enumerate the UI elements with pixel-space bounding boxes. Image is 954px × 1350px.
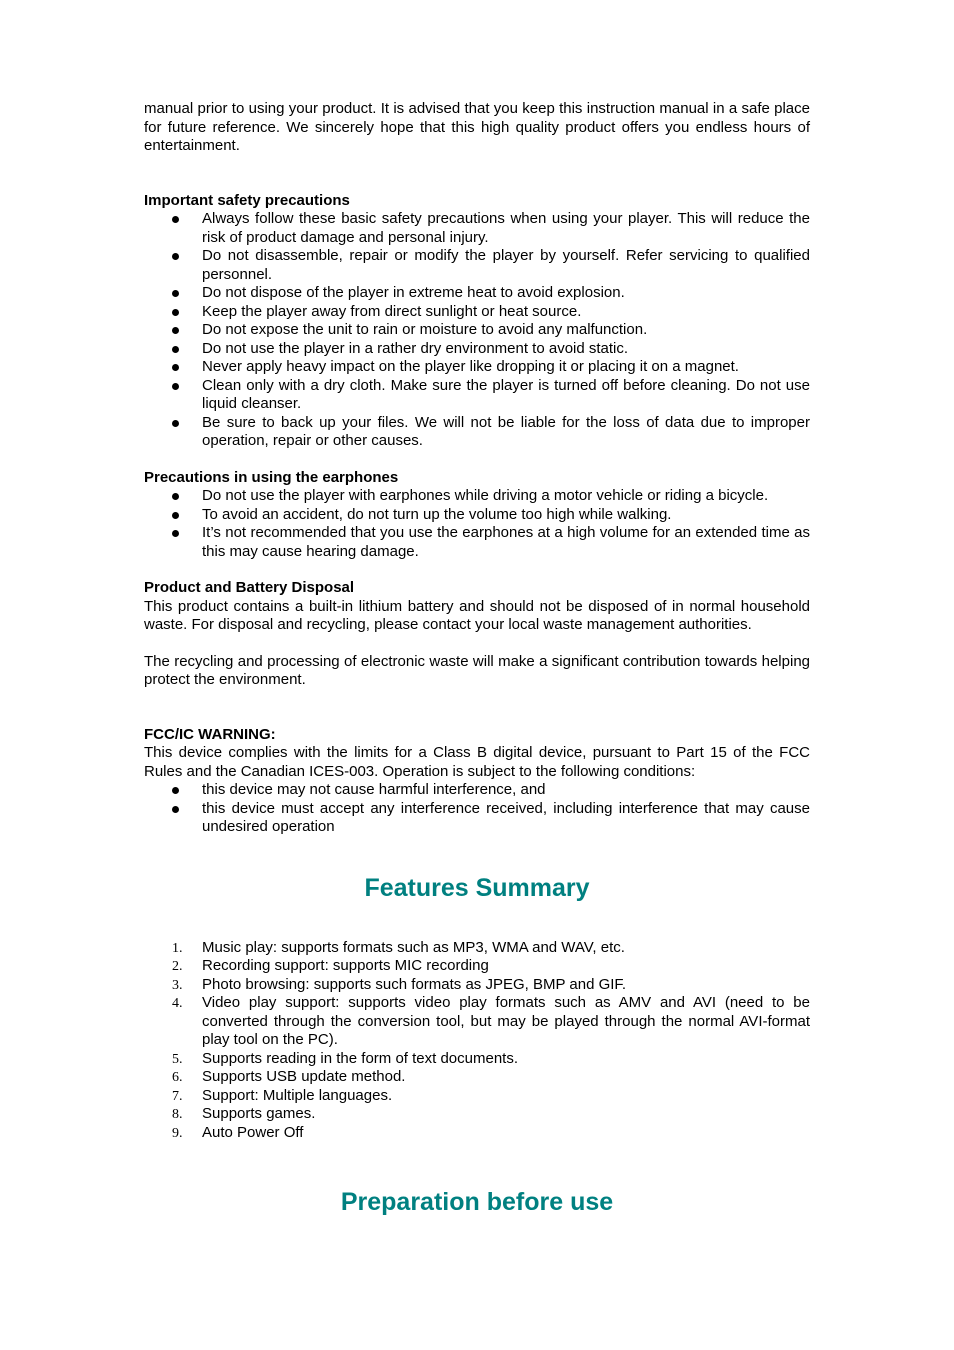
list-item: 8. Supports games. xyxy=(172,1105,316,1122)
safety-list xyxy=(144,210,810,451)
list-item: Clean only with a dry cloth. Make sure the player is turned off before cleaning. Do not use liquid cleanser. xyxy=(144,377,810,414)
list-item: 9. Auto Power Off xyxy=(172,1123,304,1141)
list-item: Do not use the player in a rather dry environment to avoid static. xyxy=(144,340,810,359)
bullet-icon xyxy=(172,493,179,500)
bullet-icon xyxy=(172,327,179,334)
bullet-icon xyxy=(172,346,179,353)
earphones-list xyxy=(144,487,810,561)
list-item: 3. Photo browsing: supports such formats as JPEG, BMP and GIF. xyxy=(172,975,627,993)
disposal-paragraph: This product contains a built-in lithium battery and should not be disposed of in normal household waste. For disposal and recycling, please contact your local waste management authorities. xyxy=(144,597,810,633)
list-item: Be sure to back up your files. We will not be liable for the loss of data due to improper operation, repair or other causes. xyxy=(144,414,810,451)
features-list xyxy=(144,939,810,1143)
list-item: Do not dispose of the player in extreme heat to avoid explosion. xyxy=(144,284,810,303)
bullet-icon xyxy=(172,309,179,316)
bullet-icon xyxy=(172,253,179,260)
list-item: 1. Music play: supports formats such as MP3, WMA and WAV, etc. xyxy=(172,938,625,956)
bullet-icon xyxy=(172,290,179,297)
bullet-icon xyxy=(172,530,179,537)
document-page xyxy=(144,100,810,1217)
bullet-icon xyxy=(172,383,179,390)
list-item: 7. Support: Multiple languages. xyxy=(172,1086,393,1104)
intro-paragraph: manual prior to using your product. It is advised that you keep this instruction manual in a safe place for future reference. We sincerely hope that this high quality product offers you endless hours of entertainment. xyxy=(144,100,810,154)
list-item: It’s not recommended that you use the earphones at a high volume for an extended time as this may cause hearing damage. xyxy=(144,524,810,561)
list-item: 2. Recording support: supports MIC recording xyxy=(172,957,489,974)
fcc-paragraph: This device complies with the limits for a Class B digital device, pursuant to Part 15 of the FCC Rules and the Canadian ICES-003. Operation is subject to the following conditions: xyxy=(144,744,810,780)
bullet-icon xyxy=(172,512,179,519)
list-item: Keep the player away from direct sunlight or heat source. xyxy=(144,303,810,322)
recycling-paragraph: The recycling and processing of electronic waste will make a significant contribution towards helping protect the environment. xyxy=(144,652,810,688)
bullet-icon xyxy=(172,216,179,223)
safety-heading: Important safety precautions xyxy=(144,191,350,209)
earphones-heading: Precautions in using the earphones xyxy=(144,468,399,486)
fcc-list xyxy=(144,781,810,837)
list-item: 4. Video play support: supports video play formats such as AMV and AVI (need to be converted through the conversion tool, but may be played through the normal AVI-format play tool on the PC). xyxy=(172,994,810,1048)
list-item: this device must accept any interference received, including interference that may cause undesired operation xyxy=(144,800,810,837)
bullet-icon xyxy=(172,364,179,371)
list-item: Do not disassemble, repair or modify the player by yourself. Refer servicing to qualified personnel. xyxy=(144,247,810,284)
list-item: Never apply heavy impact on the player like dropping it or placing it on a magnet. xyxy=(144,358,810,377)
list-item: Always follow these basic safety precautions when using your player. This will reduce the risk of product damage and personal injury. xyxy=(144,210,810,247)
list-item: 5. Supports reading in the form of text documents. xyxy=(172,1049,519,1067)
bullet-icon xyxy=(172,420,179,427)
fcc-heading: FCC/IC WARNING: xyxy=(144,725,276,743)
preparation-title: Preparation before use xyxy=(340,1188,614,1216)
bullet-icon xyxy=(172,806,179,813)
list-item: this device may not cause harmful interference, and xyxy=(144,781,810,800)
list-item: To avoid an accident, do not turn up the volume too high while walking. xyxy=(144,506,810,525)
features-title: Features Summary xyxy=(364,873,590,902)
list-item: Do not expose the unit to rain or moisture to avoid any malfunction. xyxy=(144,321,810,340)
list-item: Do not use the player with earphones while driving a motor vehicle or riding a bicycle. xyxy=(144,487,810,506)
bullet-icon xyxy=(172,787,179,794)
list-item: 6. Supports USB update method. xyxy=(172,1068,406,1085)
disposal-heading: Product and Battery Disposal xyxy=(144,579,355,596)
